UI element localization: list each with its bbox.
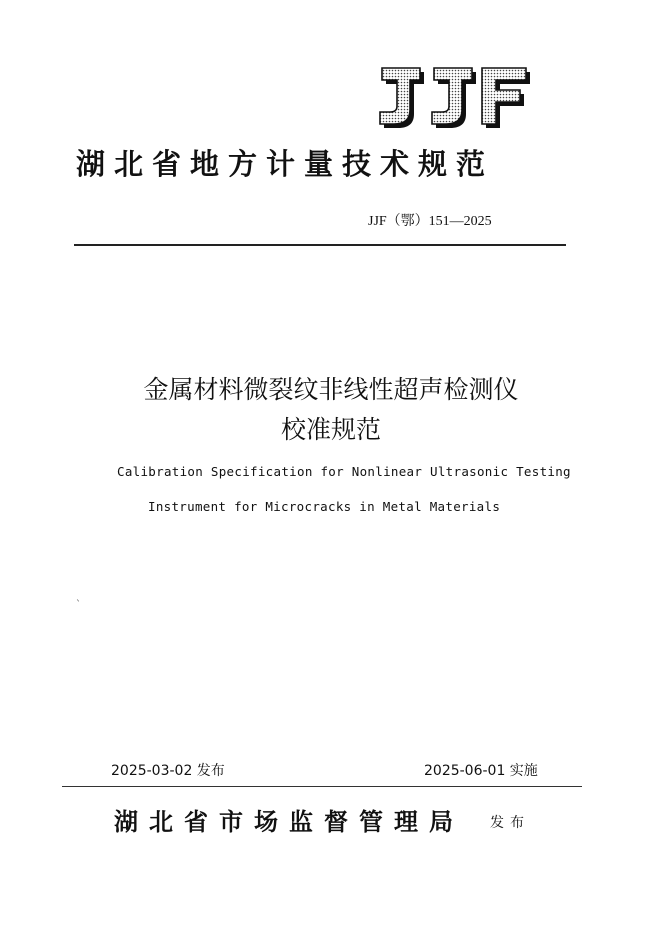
implement-date: 2025-06-01 实施 <box>424 763 538 779</box>
standard-code: JJF（鄂）151—2025 <box>368 214 492 229</box>
issue-date: 2025-03-02 发布 <box>111 763 225 779</box>
bureau-name: 湖北省地方计量技术规范 <box>76 147 495 181</box>
title-cn-line2: 校准规范 <box>280 415 381 444</box>
top-divider <box>74 244 566 246</box>
jjf-logo <box>376 66 532 128</box>
bottom-divider <box>62 786 582 787</box>
stray-mark: ` <box>76 600 81 611</box>
title-en-line1: Calibration Specification for Nonlinear Ultrasonic Testing <box>117 464 571 479</box>
publisher-name: 湖北省市场监督管理局 <box>114 807 464 836</box>
publish-label: 发布 <box>490 815 530 831</box>
title-cn-line1: 金属材料微裂纹非线性超声检测仪 <box>143 375 519 404</box>
title-en-line2: Instrument for Microcracks in Metal Materials <box>148 499 501 514</box>
